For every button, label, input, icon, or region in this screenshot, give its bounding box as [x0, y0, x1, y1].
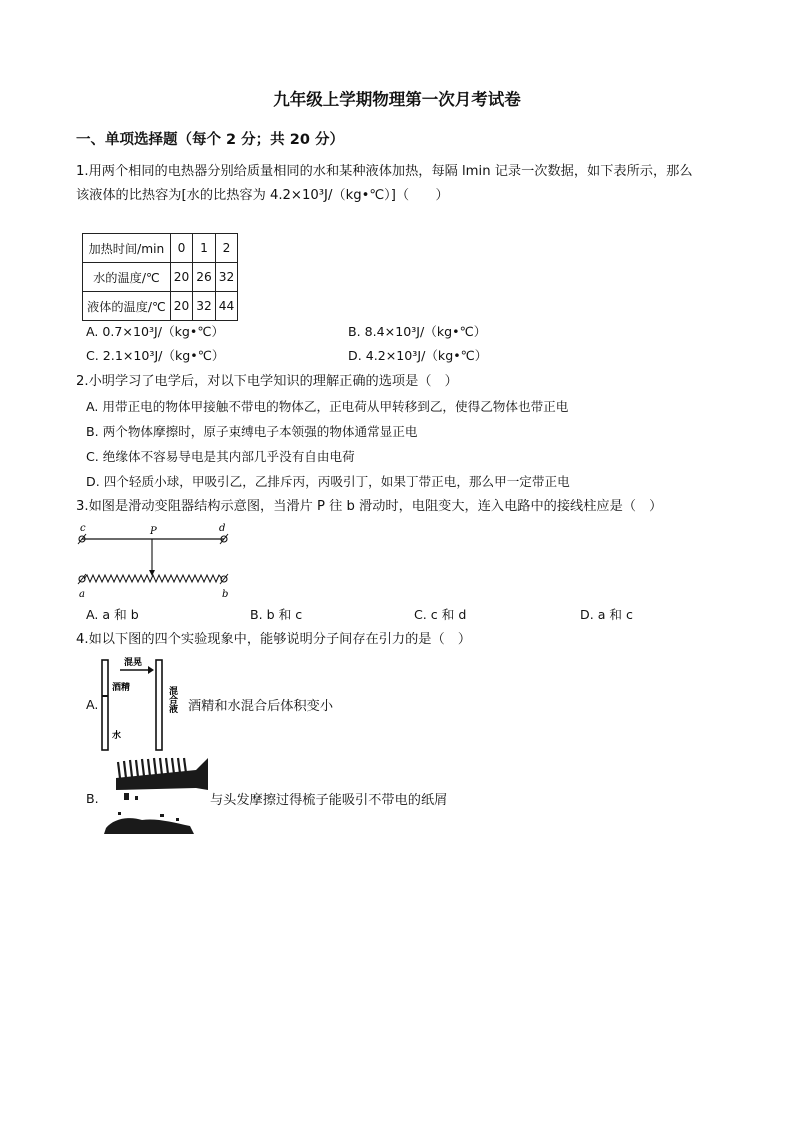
shake-arrow-icon	[148, 666, 154, 674]
q2-option-c[interactable]: C. 绝缘体不容易导电是其内部几乎没有自由电荷	[86, 449, 355, 464]
terminal-c-icon	[78, 534, 86, 544]
q3-option-c[interactable]: C. c 和 d	[414, 607, 467, 622]
table-cell: 0	[170, 234, 193, 263]
label-a: a	[79, 589, 85, 600]
table-cell: 26	[193, 263, 216, 292]
label-alcohol: 酒精	[112, 683, 131, 693]
q1-option-b[interactable]: B. 8.4×10³J/（kg•℃）	[348, 324, 487, 339]
table-row-label: 水的温度/℃	[83, 263, 171, 292]
q2-option-a[interactable]: A. 用带正电的物体甲接触不带电的物体乙，正电荷从甲转移到乙，使得乙物体也带正电	[86, 399, 569, 414]
label-mixture: 混合液	[167, 686, 177, 713]
table-row	[83, 263, 238, 292]
resistance-wire-line	[84, 575, 222, 582]
table-cell: 1	[193, 234, 216, 263]
label-b: b	[222, 589, 229, 600]
section-heading: 一、单项选择题（每个 2 分；共 20 分）	[76, 132, 344, 148]
comb-icon	[116, 758, 208, 790]
q1-data-table	[82, 233, 238, 321]
tube-right-shape	[156, 660, 162, 750]
q1-stem-line1: 1.用两个相同的电热器分别给质量相同的水和某种液体加热，每隔 lmin 记录一次数据，如下表所示，那么	[76, 164, 693, 179]
label-water: 水	[112, 731, 122, 741]
terminal-b-icon	[220, 574, 228, 584]
table-row	[83, 292, 238, 321]
tube-left-shape	[102, 660, 108, 750]
q4-option-b-text[interactable]: 与头发摩擦过得梳子能吸引不带电的纸屑	[210, 793, 448, 808]
paper-scraps-icon	[104, 793, 194, 834]
label-p: P	[150, 526, 157, 537]
q2-option-b[interactable]: B. 两个物体摩擦时，原子束缚电子本领强的物体通常显正电	[86, 424, 418, 439]
q4-option-a-text[interactable]: 酒精和水混合后体积变小	[188, 699, 334, 714]
label-shake: 混晃	[124, 658, 143, 668]
q1-stem-line2: 该液体的比热容为[水的比热容为 4.2×10³J/（kg•℃）]（ ）	[76, 188, 449, 203]
q4-stem: 4.如以下图的四个实验现象中，能够说明分子间存在引力的是（ ）	[76, 632, 472, 647]
table-row-label: 液体的温度/℃	[83, 292, 171, 321]
label-d: d	[219, 523, 226, 534]
q1-option-a[interactable]: A. 0.7×10³J/（kg•℃）	[86, 324, 225, 339]
table-row-label: 加热时间/min	[83, 234, 171, 263]
terminal-d-icon	[220, 534, 228, 544]
q4-option-a-letter[interactable]: A.	[86, 697, 99, 712]
table-cell: 20	[170, 292, 193, 321]
table-cell: 32	[215, 263, 238, 292]
table-row	[83, 234, 238, 263]
alcohol-water-tubes-diagram	[98, 656, 190, 752]
q4-option-b-letter[interactable]: B.	[86, 791, 99, 806]
rheostat-diagram	[74, 520, 244, 602]
comb-paper-diagram	[100, 756, 210, 836]
q3-option-a[interactable]: A. a 和 b	[86, 607, 139, 622]
table-cell: 32	[193, 292, 216, 321]
terminal-a-icon	[78, 574, 86, 584]
page-title: 九年级上学期物理第一次月考试卷	[273, 90, 521, 109]
q3-stem: 3.如图是滑动变阻器结构示意图，当滑片 P 往 b 滑动时，电阻变大，连入电路中的接线柱应是（ ）	[76, 499, 663, 514]
q2-option-d[interactable]: D. 四个轻质小球，甲吸引乙，乙排斥丙，丙吸引丁，如果丁带正电，那么甲一定带正电	[86, 474, 570, 489]
q1-option-d[interactable]: D. 4.2×10³J/（kg•℃）	[348, 348, 488, 363]
q3-option-d[interactable]: D. a 和 c	[580, 607, 633, 622]
q1-option-c[interactable]: C. 2.1×10³J/（kg•℃）	[86, 348, 225, 363]
q3-option-b[interactable]: B. b 和 c	[250, 607, 303, 622]
label-c: c	[80, 523, 86, 534]
table-cell: 44	[215, 292, 238, 321]
table-cell: 2	[215, 234, 238, 263]
table-cell: 20	[170, 263, 193, 292]
slider-arrow-icon	[149, 570, 155, 576]
q2-stem: 2.小明学习了电学后，对以下电学知识的理解正确的选项是（ ）	[76, 374, 458, 389]
